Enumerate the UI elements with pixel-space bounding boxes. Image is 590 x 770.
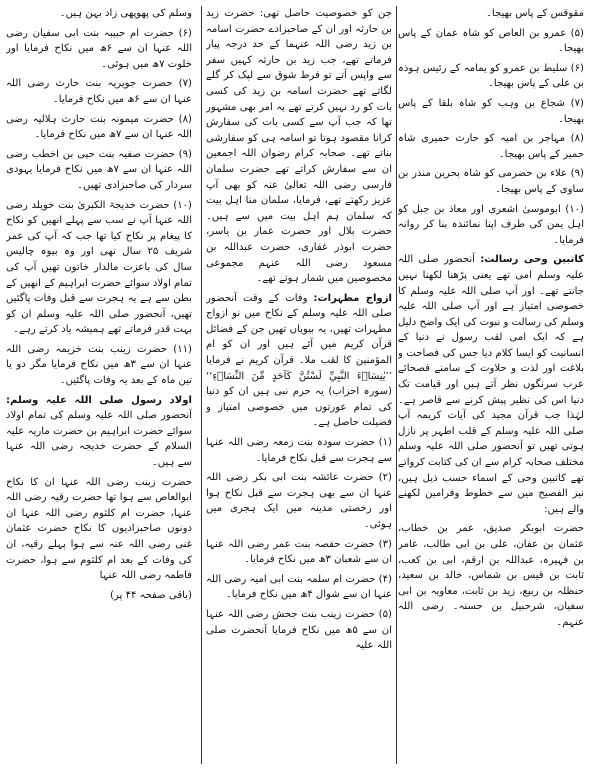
column-middle xyxy=(206,6,392,764)
section-heading: اولاد رسول صلی اللہ علیہ وسلم: xyxy=(6,394,192,406)
paragraph: (۸) مہاجر بن امیہ کو حارث حمیری شاہ حمیر کے پاس بھیجا۔ xyxy=(398,133,584,160)
continuation-note: (باقی صفحہ ۴۴ پر) xyxy=(110,589,192,601)
paragraph: (۹) حضرت صفیہ بنت حیی بن اخطب رضی اللہ عنہا ان سے ۷ھ میں نکاح فرمایا یہودی سردار کی صاحبزادی تھیں۔ xyxy=(6,148,192,191)
paragraph: (۷) حضرت جویریہ بنت حارث رضی اللہ عنہا ان سے ۶ھ میں نکاح فرمایا۔ xyxy=(6,78,192,105)
paragraph: (۲) حضرت عائشہ بنت ابی بکر رضی اللہ عنہا ان سے بھی ہجرت سے قبل نکاح ہوا اور رخصتی مدینہ میں ایک ہجری میں ہوئی۔ xyxy=(206,472,392,530)
paragraph: جن کو خصوصیت حاصل تھی: حضرت زید بن حارثہ اور ان کے صاحبزادے حضرت اسامہ بن زید رضی اللہ عنہما کے حد درجہ پیار فرماتے تھے، جب زید بن حارثہ کہیں سفر سے واپس آتے تو فرط شوق سے لپک کر گلے لگاتے تھے حضرت اسامہ بن زید کی کسی بات کو رد نہیں کرتے تھے یہ امر بھی مشہور تھا کہ جب آپ سے کسی بات کی سفارش کرانا مقصود ہوتا تو اسامہ ہی کو سفارشی بناتے تھے۔ صحابہ کرام رضوان اللہ اجمعین ان سے سفارش کراتے تھے حضرت سلمان فارسی رضی اللہ تعالیٰ عنہ کو بھی آپ عزیز رکھتے تھے، فرمایا، سلمان منا اہل بیت کہ سلمان ہم اہل بیت میں سے ہیں۔ حضرت بلال اور حضرت عمار بن یاسر، حضرت ابوذر غفاری، حضرت عبداللہ بن مسعود رضی اللہ عنہم مجموعی مخصوصین میں شمار ہوتے تھے۔ xyxy=(206,8,392,285)
section-body: آنحضور صلی اللہ علیہ وسلم کی تمام اولاد سوائے حضرت ابراہیم بن حضرت ماریہ علیہ السلام کے حضرت خدیجہ رضی اللہ عنہا سے ہیں۔ xyxy=(6,410,192,469)
paragraph: (۶) سلیط بن عمرو کو یمامہ کے رئیس ہوذہ بن علی کے پاس بھیجا۔ xyxy=(398,62,584,90)
paragraph: وسلم کی پھوپھی زاد بہن ہیں۔ xyxy=(59,8,192,19)
paragraph: (۸) حضرت میمونہ بنت حارث ہلالیہ رضی اللہ عنہا ان سے ۷ھ میں نکاح فرمایا۔ xyxy=(6,113,192,141)
paragraph: (۶) حضرت ام حبیبہ بنت ابی سفیان رضی اللہ عنہا ان سے ۶ھ میں نکاح فرمایا اور خلوت ۷ھ میں ہوئی۔ xyxy=(6,27,192,70)
section-paragraph xyxy=(398,252,584,517)
paragraph: حضرت زینب رضی اللہ عنہا ان کا نکاح ابوالعاص سے ہوا تھا حضرت رقیہ رضی اللہ عنہا، حضرت ام کلثوم رضی اللہ عنہا ان دونوں صاحبزادیوں کا نکاح حضرت عثمان غنی رضی اللہ عنہ سے ہوا پہلے رقیہ، ان کی وفات کے بعد ام کلثوم سے ہوا، حضرت فاطمہ رضی اللہ عنہا xyxy=(6,476,192,582)
section-heading: کاتبین وحی رسالت: xyxy=(480,254,584,266)
paragraph: (۳) حضرت حفصہ بنت عمر رضی اللہ عنہا ان سے شعبان ۳ھ میں نکاح فرمایا۔ xyxy=(206,538,392,566)
column-right xyxy=(398,6,584,764)
paragraph: حضرت ابوبکر صدیق، عمر بن خطاب، عثمان بن عفان، علی بن ابی طالب، عامر بن فہیرہ، عبداللہ بن ارقم، ابی بن کعب، ثابت بن قیس بن شماس، خالد بن سعید، حنظلہ بن ربیع، زید بن ثابت، معاویہ بن ابی سفیان، شرحبیل بن حسنہ۔ رضی اللہ عنہم۔ xyxy=(398,523,584,628)
paragraph: (۱۱) حضرت زینب بنت خزیمہ رضی اللہ عنہا ان سے ۳ھ میں نکاح فرمایا مگر دو یا تین ماہ کے بعد یہ وفات پاگئیں۔ xyxy=(6,343,192,387)
section-body: وفات کے وقت آنحضور صلی اللہ علیہ وسلم کے نکاح میں نو ازواج مطہرات تھیں، یہ بیویاں تھیں جن کے فضائل قرآن کریم میں آئے ہیں اور ان کو ام المؤمنین کا لقب ملا۔ قرآن کریم نے فرمایا ’’یٰنِسَاۗءَ النَّبِيِّ لَسْتُنَّ كَاَحَدٍ مِّنَ النِّسَاۗءِ‘‘ (سورہ احزاب) یہ حرم نبی ہیں ان کو دنیا کی تمام عورتوں میں خصوصی امتیاز و فضیلت حاصل ہے۔ xyxy=(206,292,392,429)
column-divider xyxy=(201,6,202,764)
column-divider xyxy=(396,6,397,764)
section-paragraph xyxy=(206,291,392,431)
paragraph: (۱۰) حضرت خدیجۃ الکبریٰ بنت خویلد رضی اللہ عنہا آپ نے سب سے پہلے انھیں کو نکاح کا پیغام پر نکاح کیا تھا جب کہ آپ کی عمر شریف ۲۵ سال تھی اور وہ بیوہ چالیس سال کی باعزت مالدار خاتون تھیں آپ کی تمام اولاد سوائے حضرت ابراہیم کے انھیں کے بطن سے ہے یہ ہجرت سے قبل وفات پاگئیں تھیں، آنحضور صلی اللہ علیہ وسلم ان کو بہت قدر فرماتے تھے ہمیشہ یاد کرتے رہے۔ xyxy=(6,199,192,336)
paragraph: (۵) عمرو بن العاص کو شاہ عمان کے پاس بھیجا۔ xyxy=(398,27,584,55)
paragraph: (۱۰) ابوموسیٰ اشعری اور معاذ بن جبل کو اہل یمن کی طرف اپنا نمائندہ بنا کر روانہ فرمایا۔ xyxy=(398,203,584,246)
column-left xyxy=(6,6,192,764)
paragraph: (۵) حضرت زینب بنت جحش رضی اللہ عنہا ان سے ۵ھ میں نکاح فرمایا آنحضرت صلی اللہ علیہ xyxy=(206,608,392,652)
paragraph: (۴) حضرت ام سلمہ بنت ابی امیہ رضی اللہ عنہا ان سے شوال ۴ھ میں نکاح فرمایا۔ xyxy=(206,573,392,601)
paragraph: مقوقس کے پاس بھیجا۔ xyxy=(486,8,584,19)
paragraph: (۹) علاء بن حضرمی کو شاہ بحرین منذر بن ساوی کے پاس بھیجا۔ xyxy=(398,168,584,195)
section-heading: ازواج مطہرات: xyxy=(313,292,392,304)
paragraph: (۷) شجاع بن وہب کو شاہ بلقا کے پاس بھیجا۔ xyxy=(398,97,584,125)
section-body: آنحضور صلی اللہ علیہ وسلم امی تھے یعنی پڑھنا لکھنا نہیں جانتے تھے۔ اور آپ صلی اللہ علیہ وسلم کا خصوصی امتیاز ہے اور آپ صلی اللہ علیہ وسلم کی رسالت و نبوت کی ایک واضح دلیل ہے کہ ایک امی لقب رسول نے دنیا کے انسانیت کو ایسا کلام دیا جس کی فصاحت و بلاغت اور لذت و حلاوت کے سامنے فصحائے عرب سرنگوں نظر آتے ہیں اور قیامت تک دنیا اس کی نظیر پیش کرنے سے قاصر ہے۔ لہٰذا جب قرآن مجید کی آیات کریمہ آپ صلی اللہ علیہ وسلم کے قلب اطہر پر نازل ہوتی تھیں تو آنحضور صلی اللہ علیہ وسلم مختلف صحابہ کرام سے ان کی کتابت کرواتے تھے کاتبین وحی کے اسماء حسب ذیل ہیں، نیز الفصیح میں سے خطوط وفرامین لکھنے والے ہیں: xyxy=(398,254,584,515)
section-paragraph xyxy=(6,393,192,471)
paragraph: (۱) حضرت سودہ بنت زمعہ رضی اللہ عنہا سے ہجرت سے قبل نکاح فرمایا۔ xyxy=(206,437,392,464)
